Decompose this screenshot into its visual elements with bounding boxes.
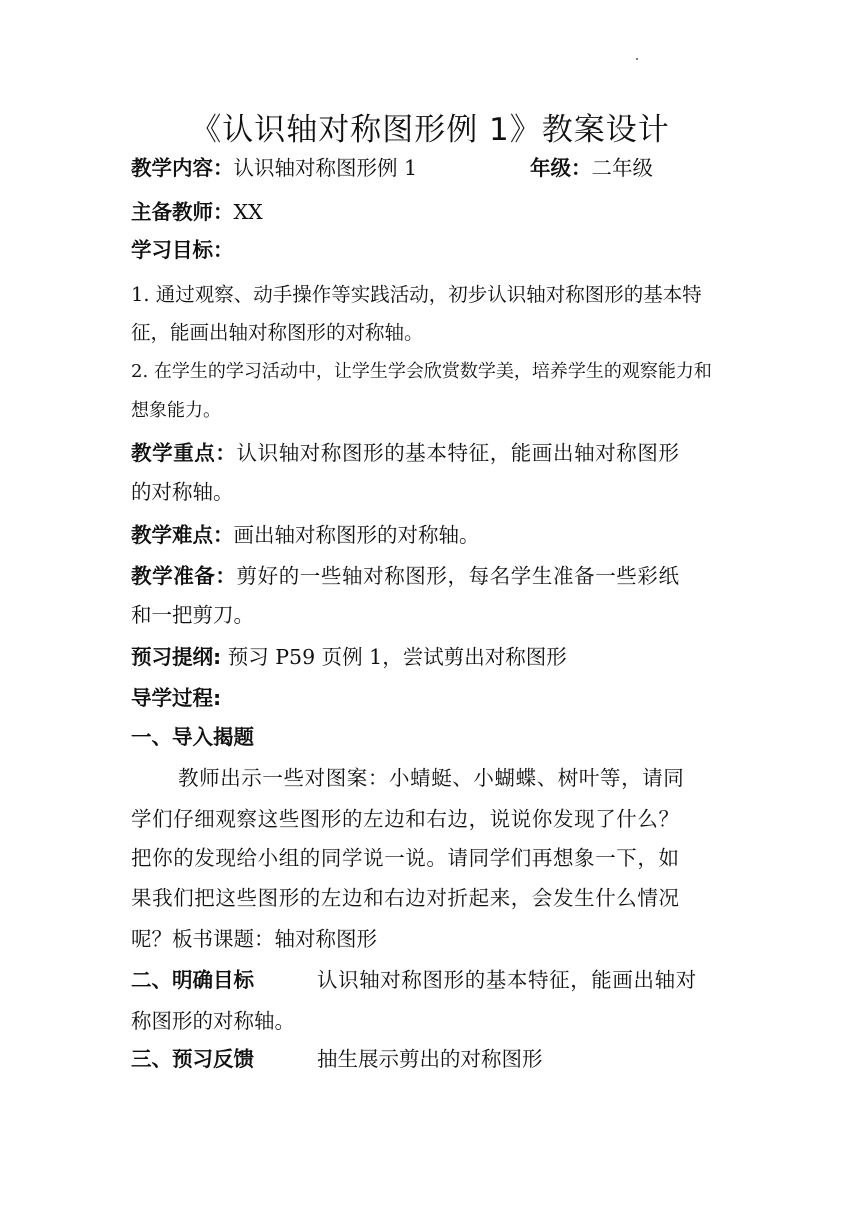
section-1-line-3: 把你的发现给小组的同学说一说。请同学们再想象一下，如	[131, 846, 680, 870]
key-point-text-1: 认识轴对称图形的基本特征，能画出轴对称图形	[236, 441, 680, 465]
objective-1-line-2: 征，能画出轴对称图形的对称轴。	[131, 321, 424, 344]
objective-2-line-2: 想象能力。	[131, 400, 221, 421]
section-2-line-1	[131, 966, 731, 994]
section-3-text: 抽生展示剪出的对称图形	[317, 1047, 543, 1071]
preview-text: 预习 P59 页例 1，尝试剪出对称图形	[227, 645, 567, 669]
content-label: 教学内容：	[131, 156, 234, 180]
section-2-heading: 二、明确目标	[131, 968, 254, 992]
teacher-value: XX	[233, 200, 263, 224]
preparation-label: 教学准备：	[131, 564, 237, 588]
objective-2-line-1: 2. 在学生的学习活动中，让学生学会欣赏数学美，培养学生的观察能力和	[131, 361, 712, 382]
document-title: 《认识轴对称图形例 1》教案设计	[190, 112, 670, 148]
grade-group	[530, 154, 653, 182]
preview-label: 预习提纲:	[131, 645, 222, 669]
section-1-line-4: 果我们把这些图形的左边和右边对折起来，会发生什么情况	[131, 886, 680, 910]
meta-teacher-line	[131, 198, 731, 226]
section-1-line-5: 呢？板书课题：轴对称图形	[131, 927, 377, 951]
section-2-text-1: 认识轴对称图形的基本特征，能画出轴对	[317, 968, 697, 992]
grade-value: 二年级	[591, 156, 653, 180]
key-point-line-2: 的对称轴。	[131, 480, 234, 504]
preparation-line-1	[131, 562, 731, 590]
section-3-line	[131, 1045, 731, 1073]
difficulty-label: 教学难点：	[131, 523, 234, 547]
section-1-line-1: 教师出示一些对图案：小蜻蜓、小蝴蝶、树叶等，请同	[178, 766, 685, 790]
key-point-label: 教学重点：	[131, 441, 237, 465]
page-dot	[636, 58, 638, 60]
section-1-line-2: 学们仔细观察这些图形的左边和右边，说说你发现了什么？	[131, 807, 680, 831]
meta-content-line	[131, 154, 731, 182]
process-heading: 导学过程:	[131, 686, 222, 710]
difficulty-line	[131, 521, 731, 549]
preview-line	[131, 643, 731, 671]
content-value: 认识轴对称图形例 1	[233, 156, 418, 180]
section-1-heading: 一、导入揭题	[131, 725, 254, 749]
teacher-label: 主备教师：	[131, 200, 234, 224]
preparation-text-1: 剪好的一些轴对称图形，每名学生准备一些彩纸	[236, 564, 680, 588]
section-2-line-2: 称图形的对称轴。	[131, 1009, 295, 1033]
objectives-heading: 学习目标：	[131, 238, 234, 262]
key-point-line-1	[131, 439, 731, 467]
preparation-line-2: 和一把剪刀。	[131, 603, 254, 627]
objective-1-line-1: 1. 通过观察、动手操作等实践活动，初步认识轴对称图形的基本特	[131, 283, 702, 306]
grade-label: 年级：	[530, 156, 592, 180]
section-3-heading: 三、预习反馈	[131, 1047, 254, 1071]
difficulty-text: 画出轴对称图形的对称轴。	[233, 523, 480, 547]
